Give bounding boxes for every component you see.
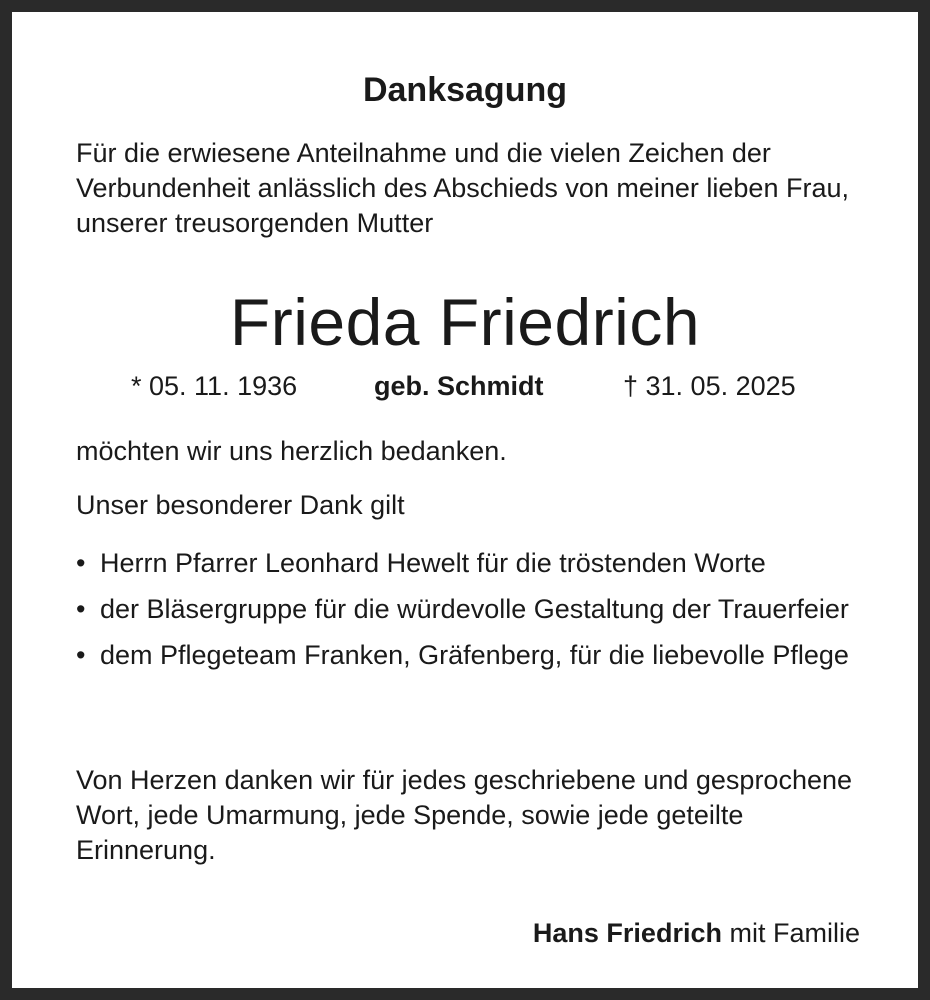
list-item-text: Herrn Pfarrer Leonhard Hewelt für die tröstenden Worte bbox=[100, 548, 766, 578]
notice-title: Danksagung bbox=[362, 71, 568, 109]
special-thanks-intro: Unser besonderer Dank gilt bbox=[76, 490, 405, 520]
closing-paragraph: Von Herzen danken wir für jedes geschriebene und gesprochene Wort, jede Umarmung, jede Spende, sowie jede geteilte Erinnerung. bbox=[76, 765, 853, 865]
list-item bbox=[76, 546, 876, 581]
thanks-line: möchten wir uns herzlich bedanken. bbox=[76, 436, 507, 466]
thanks-list bbox=[76, 546, 876, 684]
deceased-name: Frieda Friedrich bbox=[229, 285, 701, 359]
maiden-name: geb. Schmidt bbox=[374, 371, 544, 401]
list-item bbox=[76, 638, 876, 673]
birth-date: * 05. 11. 1936 bbox=[131, 371, 298, 401]
bullet-icon: • bbox=[76, 594, 86, 624]
signature bbox=[533, 915, 860, 951]
bullet-icon: • bbox=[76, 548, 86, 578]
list-item bbox=[76, 592, 876, 627]
death-date: † 31. 05. 2025 bbox=[623, 371, 796, 401]
intro-paragraph: Für die erwiesene Anteilnahme und die vielen Zeichen der Verbundenheit anlässlich des Abschieds von meiner lieben Frau, unserer treusorgenden Mutter bbox=[76, 138, 849, 238]
signer-suffix: mit Familie bbox=[729, 918, 860, 948]
notice-card bbox=[12, 12, 918, 988]
list-item-text: dem Pflegeteam Franken, Gräfenberg, für die liebevolle Pflege bbox=[100, 640, 849, 670]
signer-name: Hans Friedrich bbox=[532, 918, 722, 948]
bullet-icon: • bbox=[76, 640, 86, 670]
list-item-text: der Bläsergruppe für die würdevolle Gestaltung der Trauerfeier bbox=[100, 594, 849, 624]
